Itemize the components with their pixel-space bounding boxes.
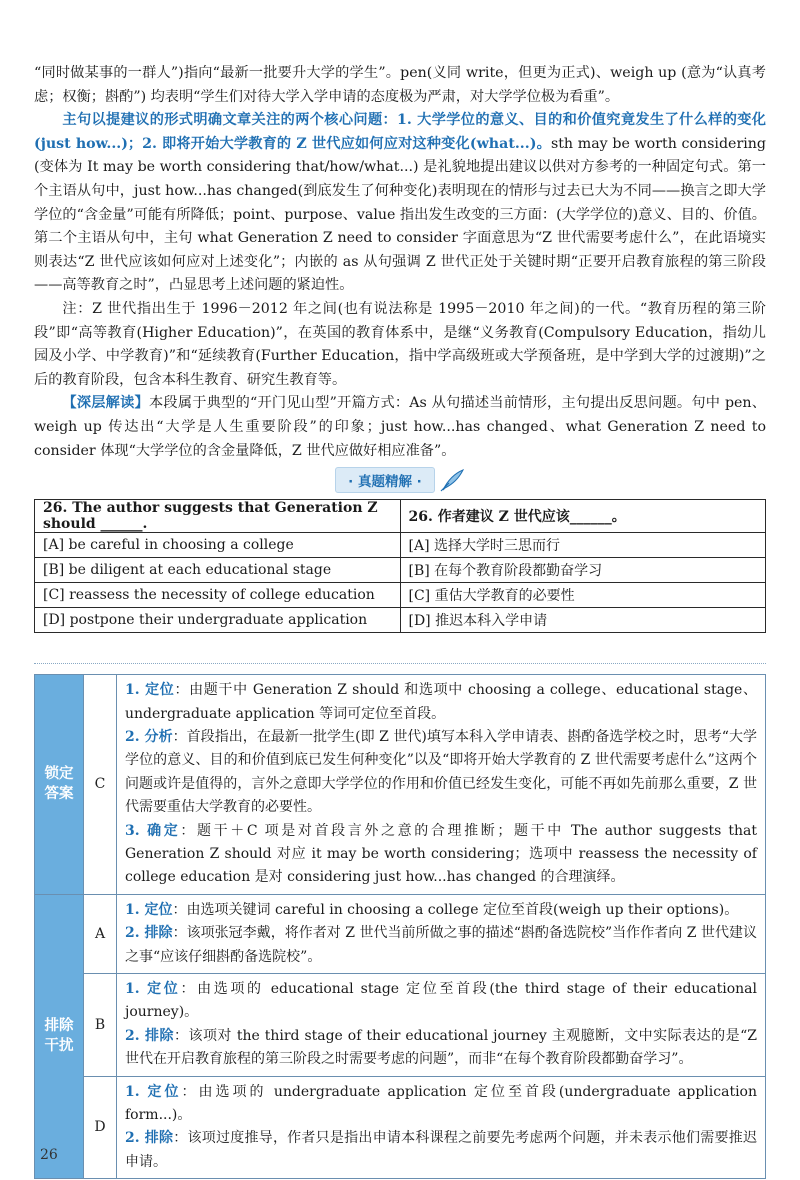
page-number: 26 xyxy=(40,1147,58,1163)
lock-item-2-num: 2. 分析 xyxy=(125,728,173,745)
lock-item-3-num: 3. 确定 xyxy=(125,822,181,839)
lock-answer-row xyxy=(35,675,766,895)
exclude-letter-b: B xyxy=(84,973,117,1076)
exclude-label-text: 排除干扰 xyxy=(44,1018,74,1055)
exclude-body-b xyxy=(117,973,766,1076)
option-b-zh: [B] 在每个教育阶段都勤奋学习 xyxy=(400,558,766,583)
exclude-b-item-1-text: ：由选项的 educational stage 定位至首段(the third stage of their educational journey)。 xyxy=(125,980,757,1021)
option-row-a xyxy=(35,533,766,558)
exclude-row-d xyxy=(35,1076,766,1179)
lock-answer-body xyxy=(117,675,766,895)
paragraph-2-bold: 主句以提建议的形式明确文章关注的两个核心问题：1. 大学学位的意义、目的和价值究竟发生了什么样的变化(just how...)；2. 即将开始大学教育的 Z 世代应如何应对这种变化(what...)。 xyxy=(34,112,766,152)
option-row-c xyxy=(35,583,766,608)
exclude-a-item-1-text: ：由选项关键词 careful in choosing a college 定位至首段(weigh up their options)。 xyxy=(172,901,739,918)
option-d-en: [D] postpone their undergraduate application xyxy=(35,608,401,633)
lock-item-2 xyxy=(125,726,757,820)
question-stem-row xyxy=(35,500,766,533)
divider xyxy=(34,663,766,664)
question-stem-en: 26. The author suggests that Generation Z should ______. xyxy=(35,500,401,533)
lock-item-1-num: 1. 定位 xyxy=(125,682,175,699)
exclude-b-item-2-num: 2. 排除 xyxy=(125,1027,174,1044)
exclude-letter-d: D xyxy=(84,1076,117,1179)
option-row-d xyxy=(35,608,766,633)
lock-item-1-text: ：由题干中 Generation Z should 和选项中 choosing a college、educational stage、undergraduate application 等词可定位至首段。 xyxy=(125,682,757,722)
exclude-label xyxy=(35,894,84,1178)
exclude-b-item-1 xyxy=(125,978,757,1025)
section-title-label: · 真题精解 · xyxy=(335,467,435,493)
option-d-zh: [D] 推迟本科入学申请 xyxy=(400,608,766,633)
option-c-zh: [C] 重估大学教育的必要性 xyxy=(400,583,766,608)
exclude-a-item-2 xyxy=(125,922,757,969)
lock-answer-label-text: 锁定答案 xyxy=(44,766,74,803)
paragraph-3-note: 注：Z 世代指出生于 1996－2012 年之间(也有说法称是 1995－2010 年之间)的一代。“教育历程的第三阶段”即“高等教育(Higher Education)”，在英国的教育体系中，是继“义务教育(Compulsory Education，指幼儿园及小学、中学教育)”和“延续教育(Further Education，指中学高级班或大学预备班，是中学到大学的过渡期)”之后的教育阶段，包含本科生教育、研究生教育等。 xyxy=(34,300,766,388)
lock-item-1 xyxy=(125,679,757,726)
exclude-a-item-1-num: 1. 定位 xyxy=(125,901,173,918)
lock-item-2-text: ：首段指出，在最新一批学生(即 Z 世代)填写本科入学申请表、斟酌备选学校之时，思考“大学学位的意义、目的和价值到底已发生何种变化”以及“即将开始大学教育的 Z 世代需要考虑什么”这两个问题或许是值得的，言外之意即大学学位的作用和价值已经发生变化，可能不再如先前那么重要，Z 世代需要重估大学教育的必要性。 xyxy=(125,728,757,816)
exclude-a-item-2-num: 2. 排除 xyxy=(125,925,173,942)
paragraph-1: “同时做某事的一群人”)指向“最新一批要升大学的学生”。pen(义同 write，但更为正式)、weigh up (意为“认真考虑；权衡；斟酌”) 均表明“学生们对待大学入学申请的态度极为严肃，对大学学位极为看重”。 xyxy=(34,65,766,105)
lock-answer-letter: C xyxy=(84,675,117,895)
option-b-en: [B] be diligent at each educational stage xyxy=(35,558,401,583)
exclude-a-item-2-text: ：该项张冠李戴，将作者对 Z 世代当前所做之事的描述“斟酌备选院校”当作作者向 Z 世代建议之事“应该仔细斟酌备选院校”。 xyxy=(125,925,757,965)
answer-table xyxy=(34,674,766,1179)
option-a-en: [A] be careful in choosing a college xyxy=(35,533,401,558)
exclude-row-a xyxy=(35,894,766,973)
question-stem-zh: 26. 作者建议 Z 世代应该______。 xyxy=(400,500,766,533)
paragraph-2 xyxy=(34,109,766,298)
exclude-body-d xyxy=(117,1076,766,1179)
deep-reading-tag: 【深层解读】 xyxy=(62,395,149,412)
exclude-d-item-1-num: 1. 定位 xyxy=(125,1083,182,1100)
lock-item-3-text: ：题干＋C 项是对首段言外之意的合理推断；题干中 The author suggests that Generation Z should 对应 it may be worth considering；选项中 reassess the necessity of college education 是对 considering just how...has changed 的合理演绎。 xyxy=(125,822,757,886)
exclude-d-item-2 xyxy=(125,1127,757,1174)
section-title xyxy=(34,467,766,493)
quill-icon xyxy=(439,468,465,492)
paragraph-2-rest: sth may be worth considering (变体为 It may be worth considering that/how/what...) 是礼貌地提出建议以供对方参考的一种固定句式。第一个主语从句中，just how...has changed(到底发生了何种变化)表明现在的情形与过去已大为不同——换言之即大学学位的“含金量”可能有所降低；point、purpose、value 指出发生改变的三方面：(大学学位的)意义、目的、价值。第二个主语从句中，主句 what Generation Z need to consider 字面意思为“Z 世代需要考虑什么”，在此语境实则表达“Z 世代应该如何应对上述变化”；内嵌的 as 从句强调 Z 世代正处于关键时期“正要开启教育旅程的第三阶段——高等教育之时”，凸显思考上述问题的紧迫性。 xyxy=(34,135,766,294)
lock-item-3 xyxy=(125,820,757,890)
question-table xyxy=(34,499,766,633)
lock-answer-label xyxy=(35,675,84,895)
exclude-b-item-2-text: ：该项对 the third stage of their educational journey 主观臆断，文中实际表达的是“Z 世代在开启教育旅程的第三阶段之时需要考虑的问题”，而非“在每个教育阶段都勤奋学习”。 xyxy=(125,1027,757,1068)
exclude-d-item-2-num: 2. 排除 xyxy=(125,1130,174,1147)
exclude-d-item-2-text: ：该项过度推导，作者只是指出申请本科课程之前要先考虑两个问题，并未表示他们需要推迟申请。 xyxy=(125,1130,757,1170)
exclude-d-item-1 xyxy=(125,1081,757,1128)
exclude-row-b xyxy=(35,973,766,1076)
exclude-body-a xyxy=(117,894,766,973)
option-c-en: [C] reassess the necessity of college education xyxy=(35,583,401,608)
paragraph-4-rest: 本段属于典型的“开门见山型”开篇方式：As 从句描述当前情形，主句提出反思问题。句中 pen、weigh up 传达出“大学是人生重要阶段”的印象；just how...has changed、what Generation Z need to consider 体现“大学学位的含金量降低，Z 世代应做好相应准备”。 xyxy=(34,395,766,459)
exclude-d-item-1-text: ：由选项的 undergraduate application 定位至首段(undergraduate application form...)。 xyxy=(125,1083,758,1123)
option-a-zh: [A] 选择大学时三思而行 xyxy=(400,533,766,558)
page-content xyxy=(34,62,766,1179)
exclude-letter-a: A xyxy=(84,894,117,973)
paragraph-4 xyxy=(34,392,766,463)
option-row-b xyxy=(35,558,766,583)
exclude-a-item-1 xyxy=(125,899,757,922)
exclude-b-item-2 xyxy=(125,1025,757,1072)
exclude-b-item-1-num: 1. 定位 xyxy=(125,980,181,997)
